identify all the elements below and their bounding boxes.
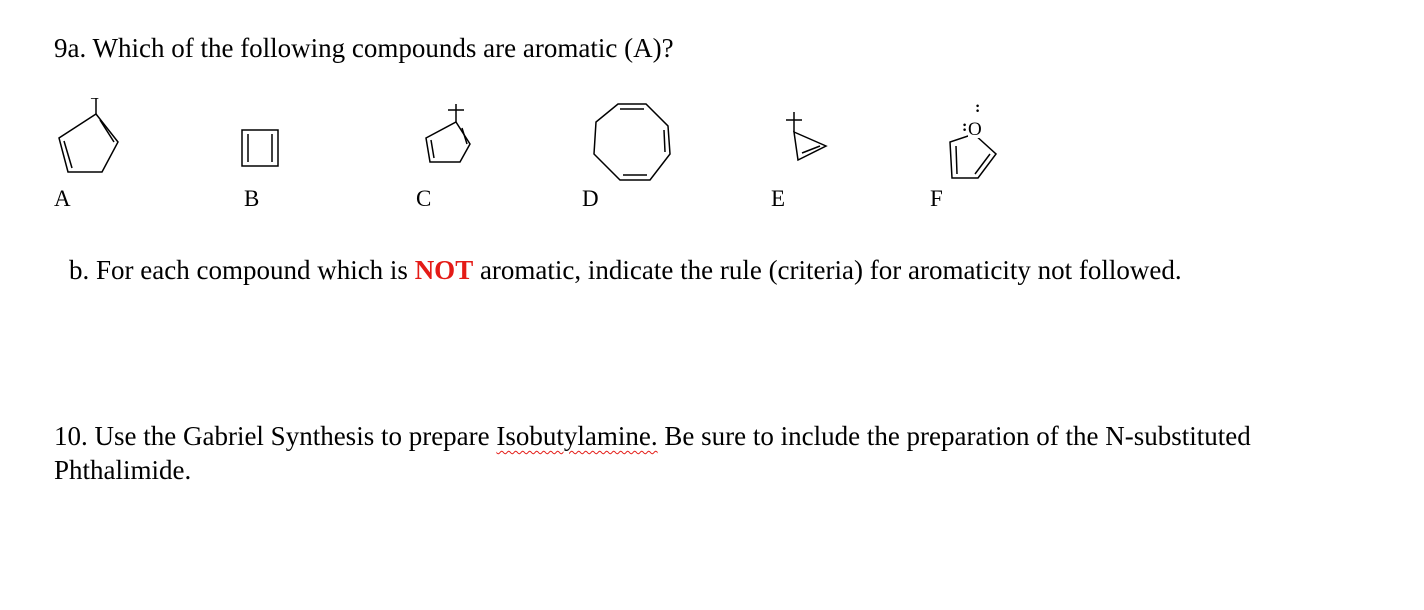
oxygen-atom: O [968,119,982,140]
compound-d-structure [588,100,678,186]
compound-c-label: C [416,186,432,211]
q9b-not-emphasis: NOT [414,255,474,285]
lone-pair-left: : [962,118,968,135]
q10-spellcheck-word: Isobutylamine. [496,421,658,451]
compound-c-structure [420,98,480,168]
compound-b-label: B [244,186,260,211]
compound-f-structure [938,96,1008,186]
q10-suffix: Be sure to include the preparation of the N-substituted [657,421,1251,451]
double-bond [100,120,114,142]
lone-pair-top: : [975,99,981,116]
ring [794,132,826,160]
compound-e-structure [778,108,838,164]
question-9a: 9a. Which of the following compounds are aromatic (A)? [54,33,674,63]
double-bond [431,140,434,158]
compound-a-label: A [54,186,71,211]
double-bond [664,130,665,152]
q10-line2: Phthalimide. [54,455,192,485]
question-10 [54,419,1251,487]
compound-e-label: E [771,186,786,211]
ring [594,104,670,180]
double-bond [802,146,820,153]
compound-b-structure [238,126,282,170]
compound-a-structure [50,91,130,178]
q10-prefix: 10. Use the Gabriel Synthesis to prepare [54,421,497,451]
compound-d-label: D [582,186,599,211]
charge-minus: − [90,91,100,108]
ring [426,122,470,162]
q9b-suffix: aromatic, indicate the rule (criteria) for aromaticity not followed. [473,255,1182,285]
q9b-prefix: b. For each compound which is [69,255,415,285]
double-bond [462,128,467,144]
compound-f-label: F [930,186,943,211]
ring [59,114,118,172]
double-bond [956,146,957,174]
question-9b [69,253,1182,287]
